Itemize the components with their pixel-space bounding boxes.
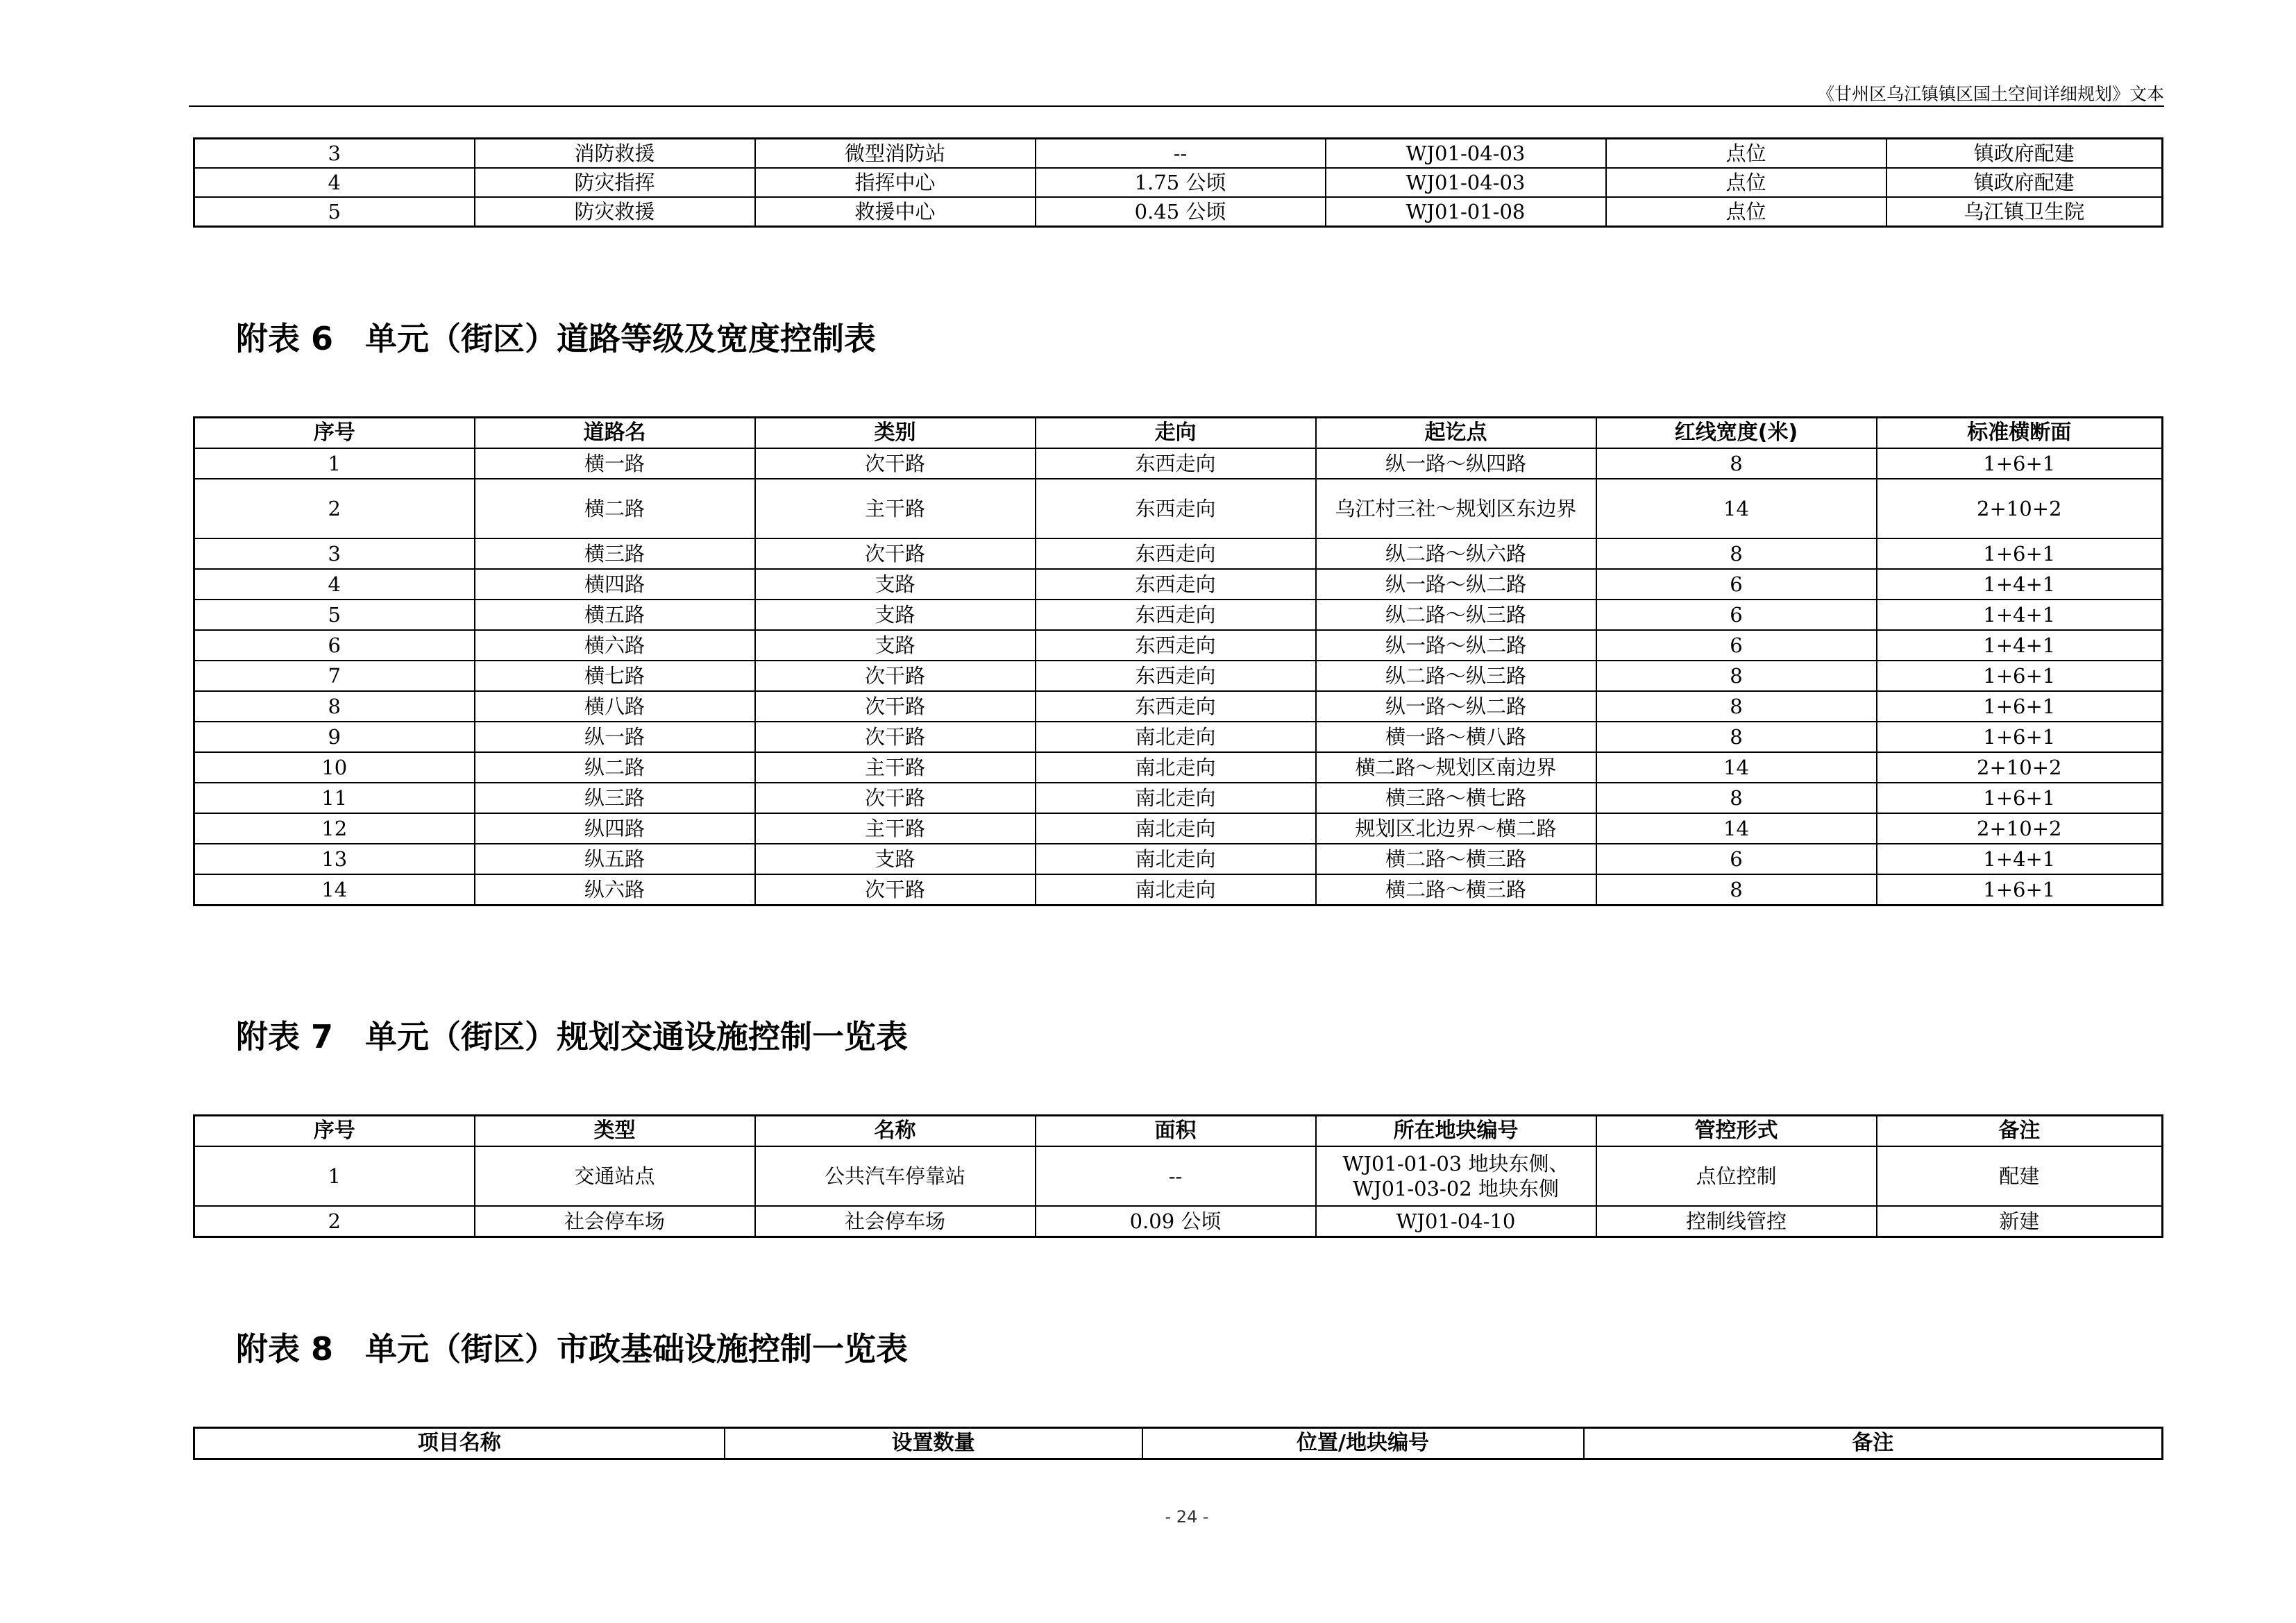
traffic-cell: 控制线管控: [1596, 1206, 1877, 1237]
traffic-row: [194, 1206, 2163, 1237]
disaster-facilities-table-body: [194, 139, 2163, 227]
facility-cell: WJ01-04-03: [1326, 139, 1606, 169]
road-cell: 6: [1596, 844, 1877, 874]
road-cell: 8: [1596, 538, 1877, 569]
road-cell: 1+4+1: [1877, 630, 2163, 661]
road-header-cell: 序号: [194, 418, 475, 449]
road-cell: 纵一路: [475, 722, 755, 752]
traffic-cell: 交通站点: [475, 1146, 755, 1206]
road-cell: 南北走向: [1036, 783, 1316, 813]
facility-cell: 消防救援: [475, 139, 755, 169]
road-cell: 8: [1596, 661, 1877, 691]
facility-cell: 防灾指挥: [475, 168, 755, 197]
road-header-cell: 红线宽度(米): [1596, 418, 1877, 449]
road-cell: 东西走向: [1036, 600, 1316, 630]
road-cell: 14: [1596, 752, 1877, 783]
facility-cell: 5: [194, 197, 475, 227]
traffic-cell: 点位控制: [1596, 1146, 1877, 1206]
road-cell: 1+4+1: [1877, 844, 2163, 874]
facility-cell: 镇政府配建: [1886, 168, 2163, 197]
traffic-cell: 社会停车场: [755, 1206, 1036, 1237]
road-cell: 东西走向: [1036, 661, 1316, 691]
road-cell: 横二路～规划区南边界: [1316, 752, 1596, 783]
road-cell: 纵一路～纵四路: [1316, 448, 1596, 479]
road-cell: 横二路～横三路: [1316, 874, 1596, 906]
road-cell: 12: [194, 813, 475, 844]
facility-cell: 防灾救援: [475, 197, 755, 227]
municipal-header-cell: 设置数量: [725, 1428, 1142, 1459]
road-cell: 14: [194, 874, 475, 906]
road-row: [194, 600, 2163, 630]
road-cell: 乌江村三社～规划区东边界: [1316, 479, 1596, 538]
facility-cell: 点位: [1606, 168, 1886, 197]
road-cell: 1+6+1: [1877, 661, 2163, 691]
road-row: [194, 569, 2163, 600]
traffic-cell: WJ01-01-03 地块东侧、WJ01-03-02 地块东侧: [1316, 1146, 1596, 1206]
facility-cell: 镇政府配建: [1886, 139, 2163, 169]
road-cell: 1+4+1: [1877, 600, 2163, 630]
section-8-title: 附表 8 单元（街区）市政基础设施控制一览表: [236, 1330, 909, 1368]
road-cell: 南北走向: [1036, 844, 1316, 874]
road-cell: 8: [1596, 448, 1877, 479]
facility-cell: WJ01-01-08: [1326, 197, 1606, 227]
traffic-cell: --: [1036, 1146, 1316, 1206]
traffic-cell: 2: [194, 1206, 475, 1237]
road-row: [194, 722, 2163, 752]
road-cell: 2: [194, 479, 475, 538]
road-cell: 14: [1596, 813, 1877, 844]
facility-cell: 点位: [1606, 139, 1886, 169]
facility-cell: WJ01-04-03: [1326, 168, 1606, 197]
facility-cell: 指挥中心: [755, 168, 1036, 197]
road-cell: 支路: [755, 600, 1036, 630]
road-row: [194, 874, 2163, 906]
facility-cell: 4: [194, 168, 475, 197]
traffic-header-cell: 备注: [1877, 1116, 2163, 1147]
road-header-cell: 走向: [1036, 418, 1316, 449]
road-cell: 横二路: [475, 479, 755, 538]
road-cell: 东西走向: [1036, 569, 1316, 600]
header-divider: [189, 105, 2164, 107]
road-cell: 南北走向: [1036, 752, 1316, 783]
facility-cell: --: [1036, 139, 1326, 169]
road-cell: 次干路: [755, 874, 1036, 906]
traffic-cell: WJ01-04-10: [1316, 1206, 1596, 1237]
road-cell: 8: [1596, 722, 1877, 752]
municipal-header-cell: 项目名称: [194, 1428, 725, 1459]
road-row: [194, 813, 2163, 844]
road-cell: 纵二路～纵三路: [1316, 600, 1596, 630]
road-header-cell: 起讫点: [1316, 418, 1596, 449]
road-cell: 纵二路～纵六路: [1316, 538, 1596, 569]
section-7-title: 附表 7 单元（街区）规划交通设施控制一览表: [236, 1018, 909, 1055]
road-cell: 7: [194, 661, 475, 691]
road-cell: 6: [1596, 569, 1877, 600]
road-cell: 2+10+2: [1877, 752, 2163, 783]
road-cell: 主干路: [755, 752, 1036, 783]
traffic-row: [194, 1146, 2163, 1206]
road-cell: 支路: [755, 844, 1036, 874]
road-cell: 8: [194, 691, 475, 722]
road-cell: 次干路: [755, 538, 1036, 569]
road-cell: 4: [194, 569, 475, 600]
traffic-header-cell: 类型: [475, 1116, 755, 1147]
road-cell: 10: [194, 752, 475, 783]
facility-cell: 1.75 公顷: [1036, 168, 1326, 197]
road-table-header-row: [194, 418, 2163, 449]
road-cell: 13: [194, 844, 475, 874]
facility-cell: 微型消防站: [755, 139, 1036, 169]
facility-cell: 0.45 公顷: [1036, 197, 1326, 227]
traffic-header-cell: 面积: [1036, 1116, 1316, 1147]
road-cell: 14: [1596, 479, 1877, 538]
road-row: [194, 844, 2163, 874]
road-cell: 主干路: [755, 813, 1036, 844]
road-cell: 横八路: [475, 691, 755, 722]
road-cell: 6: [1596, 600, 1877, 630]
road-cell: 1+6+1: [1877, 874, 2163, 906]
facility-cell: 点位: [1606, 197, 1886, 227]
municipal-table-header-row: [194, 1428, 2163, 1459]
road-cell: 1+6+1: [1877, 691, 2163, 722]
road-cell: 东西走向: [1036, 479, 1316, 538]
road-cell: 横一路: [475, 448, 755, 479]
road-cell: 8: [1596, 874, 1877, 906]
road-cell: 横二路～横三路: [1316, 844, 1596, 874]
road-cell: 南北走向: [1036, 874, 1316, 906]
road-cell: 2+10+2: [1877, 479, 2163, 538]
road-cell: 南北走向: [1036, 722, 1316, 752]
road-cell: 2+10+2: [1877, 813, 2163, 844]
road-cell: 次干路: [755, 661, 1036, 691]
road-cell: 1+6+1: [1877, 783, 2163, 813]
facility-cell: 3: [194, 139, 475, 169]
road-row: [194, 479, 2163, 538]
road-grade-width-table: [193, 416, 2163, 906]
road-cell: 3: [194, 538, 475, 569]
road-row: [194, 783, 2163, 813]
road-cell: 东西走向: [1036, 448, 1316, 479]
traffic-header-cell: 所在地块编号: [1316, 1116, 1596, 1147]
road-cell: 支路: [755, 630, 1036, 661]
road-cell: 5: [194, 600, 475, 630]
municipal-header-cell: 位置/地块编号: [1142, 1428, 1584, 1459]
road-cell: 6: [194, 630, 475, 661]
municipal-infrastructure-table: [193, 1427, 2163, 1460]
facility-cell: 救援中心: [755, 197, 1036, 227]
traffic-table-body: [194, 1146, 2163, 1237]
road-table-body: [194, 448, 2163, 906]
road-cell: 1+4+1: [1877, 569, 2163, 600]
road-row: [194, 661, 2163, 691]
road-cell: 纵四路: [475, 813, 755, 844]
document-header-title: 《甘州区乌江镇镇区国土空间详细规划》文本: [1816, 84, 2164, 104]
road-cell: 东西走向: [1036, 538, 1316, 569]
road-row: [194, 630, 2163, 661]
facility-cell: 乌江镇卫生院: [1886, 197, 2163, 227]
traffic-cell: 1: [194, 1146, 475, 1206]
road-cell: 横一路～横八路: [1316, 722, 1596, 752]
road-cell: 次干路: [755, 722, 1036, 752]
road-cell: 9: [194, 722, 475, 752]
traffic-cell: 社会停车场: [475, 1206, 755, 1237]
road-row: [194, 538, 2163, 569]
road-cell: 8: [1596, 691, 1877, 722]
road-cell: 规划区北边界～横二路: [1316, 813, 1596, 844]
road-cell: 横五路: [475, 600, 755, 630]
traffic-cell: 0.09 公顷: [1036, 1206, 1316, 1237]
road-cell: 横四路: [475, 569, 755, 600]
road-cell: 1+6+1: [1877, 538, 2163, 569]
road-row: [194, 691, 2163, 722]
road-cell: 东西走向: [1036, 630, 1316, 661]
road-cell: 横六路: [475, 630, 755, 661]
road-cell: 纵二路: [475, 752, 755, 783]
road-row: [194, 752, 2163, 783]
road-cell: 次干路: [755, 783, 1036, 813]
traffic-header-cell: 名称: [755, 1116, 1036, 1147]
section-6-title: 附表 6 单元（街区）道路等级及宽度控制表: [236, 320, 877, 357]
municipal-header-cell: 备注: [1584, 1428, 2163, 1459]
road-cell: 纵一路～纵二路: [1316, 569, 1596, 600]
road-cell: 南北走向: [1036, 813, 1316, 844]
road-cell: 1+6+1: [1877, 722, 2163, 752]
road-cell: 横三路～横七路: [1316, 783, 1596, 813]
road-cell: 横三路: [475, 538, 755, 569]
road-cell: 支路: [755, 569, 1036, 600]
traffic-header-cell: 序号: [194, 1116, 475, 1147]
road-cell: 纵二路～纵三路: [1316, 661, 1596, 691]
disaster-facilities-table: [193, 137, 2163, 228]
facility-row: [194, 168, 2163, 197]
road-cell: 8: [1596, 783, 1877, 813]
facility-row: [194, 197, 2163, 227]
road-row: [194, 448, 2163, 479]
road-cell: 主干路: [755, 479, 1036, 538]
road-header-cell: 标准横断面: [1877, 418, 2163, 449]
traffic-cell: 公共汽车停靠站: [755, 1146, 1036, 1206]
traffic-cell: 配建: [1877, 1146, 2163, 1206]
road-cell: 1: [194, 448, 475, 479]
road-header-cell: 类别: [755, 418, 1036, 449]
road-cell: 横七路: [475, 661, 755, 691]
road-cell: 纵三路: [475, 783, 755, 813]
traffic-cell: 新建: [1877, 1206, 2163, 1237]
road-cell: 东西走向: [1036, 691, 1316, 722]
traffic-table-header-row: [194, 1116, 2163, 1147]
road-cell: 次干路: [755, 448, 1036, 479]
road-cell: 纵一路～纵二路: [1316, 691, 1596, 722]
road-cell: 纵六路: [475, 874, 755, 906]
road-cell: 次干路: [755, 691, 1036, 722]
road-cell: 纵五路: [475, 844, 755, 874]
facility-row: [194, 139, 2163, 169]
road-header-cell: 道路名: [475, 418, 755, 449]
traffic-facilities-table: [193, 1114, 2163, 1238]
road-cell: 6: [1596, 630, 1877, 661]
page-number: - 24 -: [1165, 1507, 1209, 1527]
road-cell: 1+6+1: [1877, 448, 2163, 479]
traffic-header-cell: 管控形式: [1596, 1116, 1877, 1147]
road-cell: 纵一路～纵二路: [1316, 630, 1596, 661]
road-cell: 11: [194, 783, 475, 813]
